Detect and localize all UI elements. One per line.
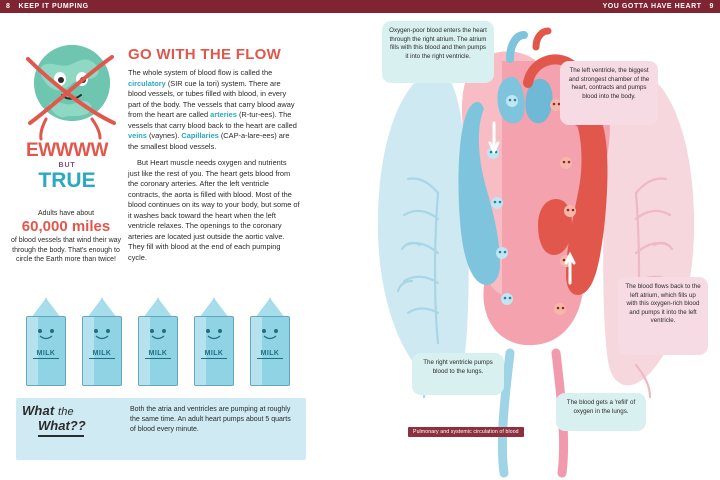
milk-carton [82,298,122,386]
callout-left-ventricle: The left ventricle, the biggest and strongest chamber of the heart, contracts and pumps blood into the body. [560,61,658,125]
para1-d: (vaynes). [146,131,182,141]
milk-carton-row [26,288,306,388]
what-the: the [58,406,74,418]
keyword-arteries: arteries [210,110,237,120]
keyword-circulatory: circulatory [128,78,166,88]
what-the-what-text: Both the atria and ventricles are pumping at roughly the same time. An adult heart pumps about 5 quarts of blood every minute. [130,406,291,433]
carton-label: MILK [138,350,178,359]
carton-top [31,298,61,318]
carton-face-icon [250,324,290,342]
left-header-title: KEEP IT PUMPING [18,3,89,10]
left-page-number: 8 [6,3,11,10]
right-page-header [360,0,720,13]
page-title: GO WITH THE FLOW [128,46,282,63]
para1-b: (SIR cue la tori) system. There are blood vessels, or tubes filled with blood, in every part of the body. The vessels that carry blood away from the heart are called [128,78,295,120]
para1-e: (CAP-a-lare-ees) are the smallest blood vessels. [128,131,290,151]
carton-top [87,298,117,318]
heart-circulation-diagram [360,13,720,480]
callout-lungs: The blood gets a 'refill' of oxygen in the lungs. [556,393,646,431]
eww-fact-text [10,209,122,265]
carton-top [255,298,285,318]
eww-line1: EWWWW [26,140,108,161]
what-word1: What [22,403,55,418]
milk-carton [194,298,234,386]
carton-top [199,298,229,318]
right-header-title: YOU GOTTA HAVE HEART [602,3,702,10]
callout-right-atrium: Oxygen-poor blood enters the heart through the right atrium. The atrium fills with this blood and then pumps it into the right ventricle. [382,21,494,83]
diagram-caption: Pulmonary and systemic circulation of blood [408,427,524,437]
callout-right-ventricle: The right ventricle pumps blood to the lungs. [412,353,504,395]
para1-c: (R-tur-ees). The vessels that carry blood back to the heart are called [128,110,297,130]
left-page [0,13,360,480]
carton-face-icon [138,324,178,342]
carton-face-icon [82,324,122,342]
right-page [360,13,720,480]
eww-big-number: 60,000 miles [21,218,111,236]
title-rule [38,435,84,437]
carton-face-icon [194,324,234,342]
milk-carton [26,298,66,386]
what-word2: What?? [38,418,86,433]
carton-label: MILK [194,350,234,359]
carton-top [143,298,173,318]
eww-line3: TRUE [38,169,96,192]
eww-intro: Adults have about [37,210,95,217]
keyword-capillaries: Capillaries [181,131,219,141]
keyword-veins: veins [128,131,147,141]
what-the-what-title [22,403,126,437]
eww-rest: of blood vessels that wind their way through the body. That's enough to circle the Earth more than twice! [10,237,122,264]
carton-label: MILK [26,350,66,359]
carton-label: MILK [250,350,290,359]
carton-label: MILK [82,350,122,359]
eww-but-true-banner [18,141,116,191]
carton-face-icon [26,324,66,342]
para2: But Heart muscle needs oxygen and nutrients just like the rest of you. The heart gets blood from the coronary arteries. After the left ventricle contracts, the aorta is filled with blood. Most of the blood continues on its way to your body, but some of it washes back toward the heart when the left ventricle relaxes. The openings to the coronary arteries are located just outside the aortic valve. They fill with blood at the end of each pumping cycle. [128,158,300,262]
eww-line2: BUT [58,162,76,169]
para1-a: The whole system of blood flow is called the [128,68,273,77]
milk-carton [250,298,290,386]
body-copy [128,68,300,269]
left-page-header [0,0,360,13]
milk-carton [138,298,178,386]
callout-left-atrium: The blood flows back to the left atrium, which fills up with this oxygen-rich blood and pumps it into the left ventricle. [618,277,708,355]
globe-character-illustration [22,31,122,141]
right-page-number: 9 [709,3,714,10]
